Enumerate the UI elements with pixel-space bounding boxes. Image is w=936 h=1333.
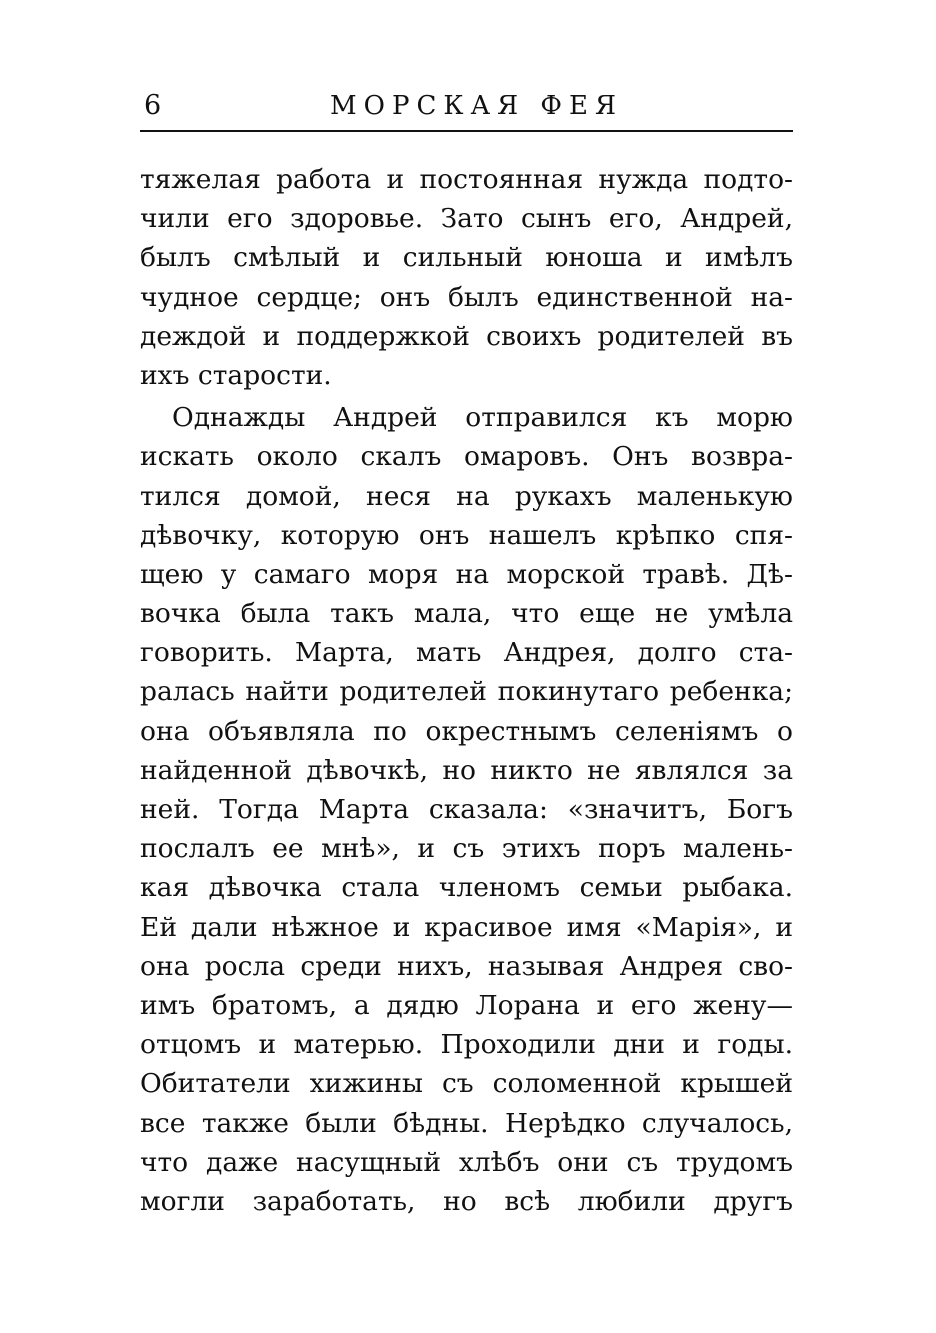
text-line: Ей дали нѣжное и красивое имя «Марія», и — [140, 911, 793, 943]
text-line: она росла среди нихъ, называя Андрея сво- — [140, 950, 793, 982]
header-rule — [140, 130, 793, 132]
page-header — [140, 86, 793, 126]
paragraph — [140, 160, 793, 395]
text-line: все также были бѣдны. Нерѣдко случалось, — [140, 1107, 793, 1139]
text-line: чудное сердце; онъ былъ единственной на- — [140, 281, 793, 313]
text-line: щею у самаго моря на морской травѣ. Дѣ- — [140, 558, 793, 590]
text-line: кая дѣвочка стала членомъ семьи рыбака. — [140, 872, 793, 904]
text-line: она объявляла по окрестнымъ селеніямъ о — [140, 715, 793, 747]
text-line: тился домой, неся на рукахъ маленькую — [140, 480, 793, 512]
text-line: найденной дѣвочкѣ, но никто не являлся за — [140, 754, 793, 786]
text-line: искать около скалъ омаровъ. Онъ возвра- — [140, 441, 793, 473]
text-line: чили его здоровье. Зато сынъ его, Андрей, — [140, 203, 793, 235]
body-text — [140, 160, 793, 1221]
text-line: дѣвочку, которую онъ нашелъ крѣпко спя- — [140, 519, 793, 551]
text-line: тяжелая работа и постоянная нужда подто- — [140, 164, 793, 195]
text-line: ралась найти родителей покинутаго ребенка; — [140, 676, 793, 708]
running-title: МОРСКАЯ ФЕЯ — [330, 91, 623, 121]
text-line: что даже насущный хлѣбъ они съ трудомъ — [140, 1146, 793, 1178]
text-line: послалъ ее мнѣ», и съ этихъ поръ малень- — [140, 833, 793, 865]
page-number: 6 — [144, 90, 162, 121]
text-line: деждой и поддержкой своихъ родителей въ — [140, 320, 793, 352]
text-line: ней. Тогда Марта сказала: «значитъ, Богъ — [140, 794, 793, 825]
text-line: имъ братомъ, а дядю Лорана и его жену— — [140, 989, 793, 1021]
text-line: былъ смѣлый и сильный юноша и имѣлъ — [140, 242, 793, 274]
text-line: вочка была такъ мала, что еще не умѣла — [140, 598, 793, 630]
text-line: отцомъ и матерью. Проходили дни и годы. — [140, 1029, 793, 1061]
text-line: ихъ старости. — [140, 359, 332, 391]
text-line: говорить. Марта, мать Андрея, долго ста- — [140, 637, 793, 669]
text-line: Обитатели хижины съ соломенной крышей — [140, 1068, 793, 1100]
text-line: могли заработать, но всѣ любили другъ — [140, 1185, 793, 1217]
text-line: Однажды Андрей отправился къ морю — [172, 402, 793, 434]
paragraph — [140, 398, 793, 1221]
